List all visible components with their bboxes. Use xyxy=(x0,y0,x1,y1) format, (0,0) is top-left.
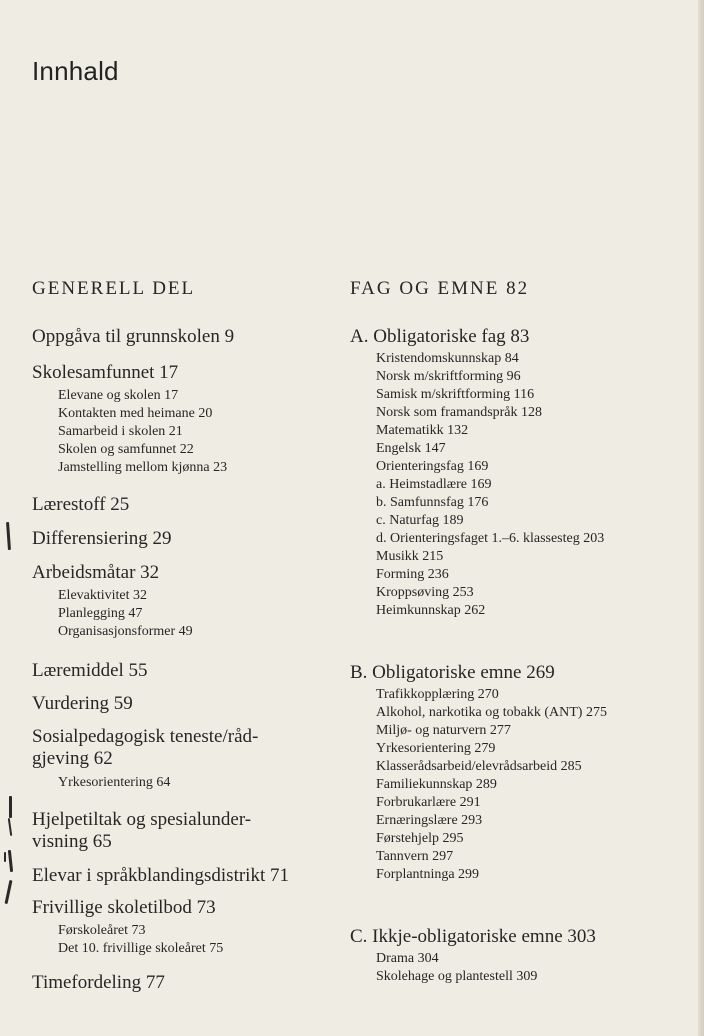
margin-mark xyxy=(9,796,12,818)
toc-entry-title: Hjelpetiltak og spesialunder- xyxy=(32,809,252,830)
toc-entry-title: Sosialpedagogisk teneste/råd- xyxy=(32,726,259,747)
toc-subentry: Førstehjelp 295 xyxy=(376,831,464,846)
toc-subentry: Planlegging 47 xyxy=(58,606,143,621)
toc-entry xyxy=(32,972,332,994)
margin-mark xyxy=(5,880,13,904)
toc-subentry: Elevane og skolen 17 xyxy=(58,388,179,403)
toc-subentry: Norsk m/skriftforming 96 xyxy=(376,369,521,384)
toc-sublist xyxy=(32,387,332,477)
toc-subentry: Miljø- og naturvern 277 xyxy=(376,723,511,738)
toc-entry xyxy=(32,660,332,682)
section-heading-general: GENERELL DEL xyxy=(32,278,196,299)
section-heading-subjects: FAG OG EMNE 82 xyxy=(350,278,530,299)
toc-subentry: c. Naturfag 189 xyxy=(376,513,464,528)
toc-entry xyxy=(32,528,332,550)
toc-subentry: Familiekunnskap 289 xyxy=(376,777,497,792)
margin-mark xyxy=(8,818,12,836)
toc-entry-title: Skolesamfunnet 17 xyxy=(32,362,179,383)
toc-sublist xyxy=(32,774,332,792)
toc-subentry: a. Heimstadlære 169 xyxy=(376,477,492,492)
toc-entry-title: Arbeidsmåtar 32 xyxy=(32,562,160,583)
toc-entry xyxy=(32,562,332,641)
toc-entry xyxy=(32,362,332,477)
toc-subentry: Yrkesorientering 279 xyxy=(376,741,496,756)
toc-subentry: Forming 236 xyxy=(376,567,449,582)
toc-group-title: C. Ikkje-obligatoriske emne 303 xyxy=(350,926,596,947)
toc-subentry: d. Orienteringsfaget 1.–6. klassesteg 203 xyxy=(376,531,605,546)
page-edge xyxy=(698,0,704,1036)
toc-sublist xyxy=(350,350,680,620)
toc-subentry: Trafikkopplæring 270 xyxy=(376,687,499,702)
toc-group-title: B. Obligatoriske emne 269 xyxy=(350,662,555,683)
toc-entry xyxy=(32,809,332,853)
toc-entry xyxy=(32,897,332,958)
toc-subentry: Heimkunnskap 262 xyxy=(376,603,486,618)
toc-subentry: Skolehage og plantestell 309 xyxy=(376,969,538,984)
toc-sublist xyxy=(32,587,332,641)
margin-mark xyxy=(6,522,11,550)
toc-subentry: Matematikk 132 xyxy=(376,423,469,438)
toc-group-title: A. Obligatoriske fag 83 xyxy=(350,326,530,347)
toc-entry xyxy=(32,865,332,887)
toc-entry-title: Vurdering 59 xyxy=(32,693,133,714)
toc-group xyxy=(350,662,680,884)
toc-subentry: b. Samfunnsfag 176 xyxy=(376,495,489,510)
toc-entry-title-continued: visning 65 xyxy=(32,831,112,852)
toc-entry-title: Frivillige skoletilbod 73 xyxy=(32,897,216,918)
toc-subentry: Kroppsøving 253 xyxy=(376,585,474,600)
toc-entry-title: Oppgåva til grunnskolen 9 xyxy=(32,326,235,347)
toc-subentry: Drama 304 xyxy=(376,951,439,966)
toc-subentry: Kristendomskunnskap 84 xyxy=(376,351,519,366)
toc-entry-title: Differensiering 29 xyxy=(32,528,172,549)
toc-subentry: Tannvern 297 xyxy=(376,849,454,864)
page-title: Innhald xyxy=(32,56,119,86)
toc-subentry: Musikk 215 xyxy=(376,549,444,564)
toc-subentry: Forplantninga 299 xyxy=(376,867,480,882)
toc-entry xyxy=(32,326,332,348)
toc-subentry: Samarbeid i skolen 21 xyxy=(58,424,183,439)
toc-subentry: Jamstelling mellom kjønna 23 xyxy=(58,460,228,475)
toc-subentry: Organisasjonsformer 49 xyxy=(58,624,193,639)
toc-subentry: Engelsk 147 xyxy=(376,441,446,456)
toc-subentry: Ernæringslære 293 xyxy=(376,813,483,828)
toc-entry-title: Lærestoff 25 xyxy=(32,494,130,515)
toc-subentry: Skolen og samfunnet 22 xyxy=(58,442,194,457)
toc-subentry: Alkohol, narkotika og tobakk (ANT) 275 xyxy=(376,705,607,720)
subjects-column xyxy=(350,278,680,986)
toc-entry-title: Timefordeling 77 xyxy=(32,972,165,993)
general-part-column xyxy=(32,278,332,994)
toc-entry xyxy=(32,726,332,792)
toc-sublist xyxy=(350,686,680,884)
toc-subentry: Norsk som framandspråk 128 xyxy=(376,405,543,420)
toc-subentry: Det 10. frivillige skoleåret 75 xyxy=(58,941,224,956)
toc-subentry: Samisk m/skriftforming 116 xyxy=(376,387,535,402)
margin-mark xyxy=(8,850,13,872)
toc-entry-title-continued: gjeving 62 xyxy=(32,748,113,769)
toc-sublist xyxy=(32,922,332,958)
toc-entry xyxy=(32,693,332,715)
toc-sublist xyxy=(350,950,680,986)
toc-subentry: Kontakten med heimane 20 xyxy=(58,406,213,421)
toc-subentry: Klasserådsarbeid/elevrådsarbeid 285 xyxy=(376,759,582,774)
toc-entry-title: Elevar i språkblandingsdistrikt 71 xyxy=(32,865,289,886)
toc-subentry: Elevaktivitet 32 xyxy=(58,588,148,603)
toc-subentry: Yrkesorientering 64 xyxy=(58,775,171,790)
margin-mark xyxy=(4,852,6,862)
toc-entry-title: Læremiddel 55 xyxy=(32,660,148,681)
toc-subentry: Førskoleåret 73 xyxy=(58,923,146,938)
toc-subentry: Forbrukarlære 291 xyxy=(376,795,481,810)
toc-group xyxy=(350,926,680,986)
toc-entry xyxy=(32,494,332,516)
toc-subentry: Orienteringsfag 169 xyxy=(376,459,489,474)
toc-group xyxy=(350,326,680,620)
